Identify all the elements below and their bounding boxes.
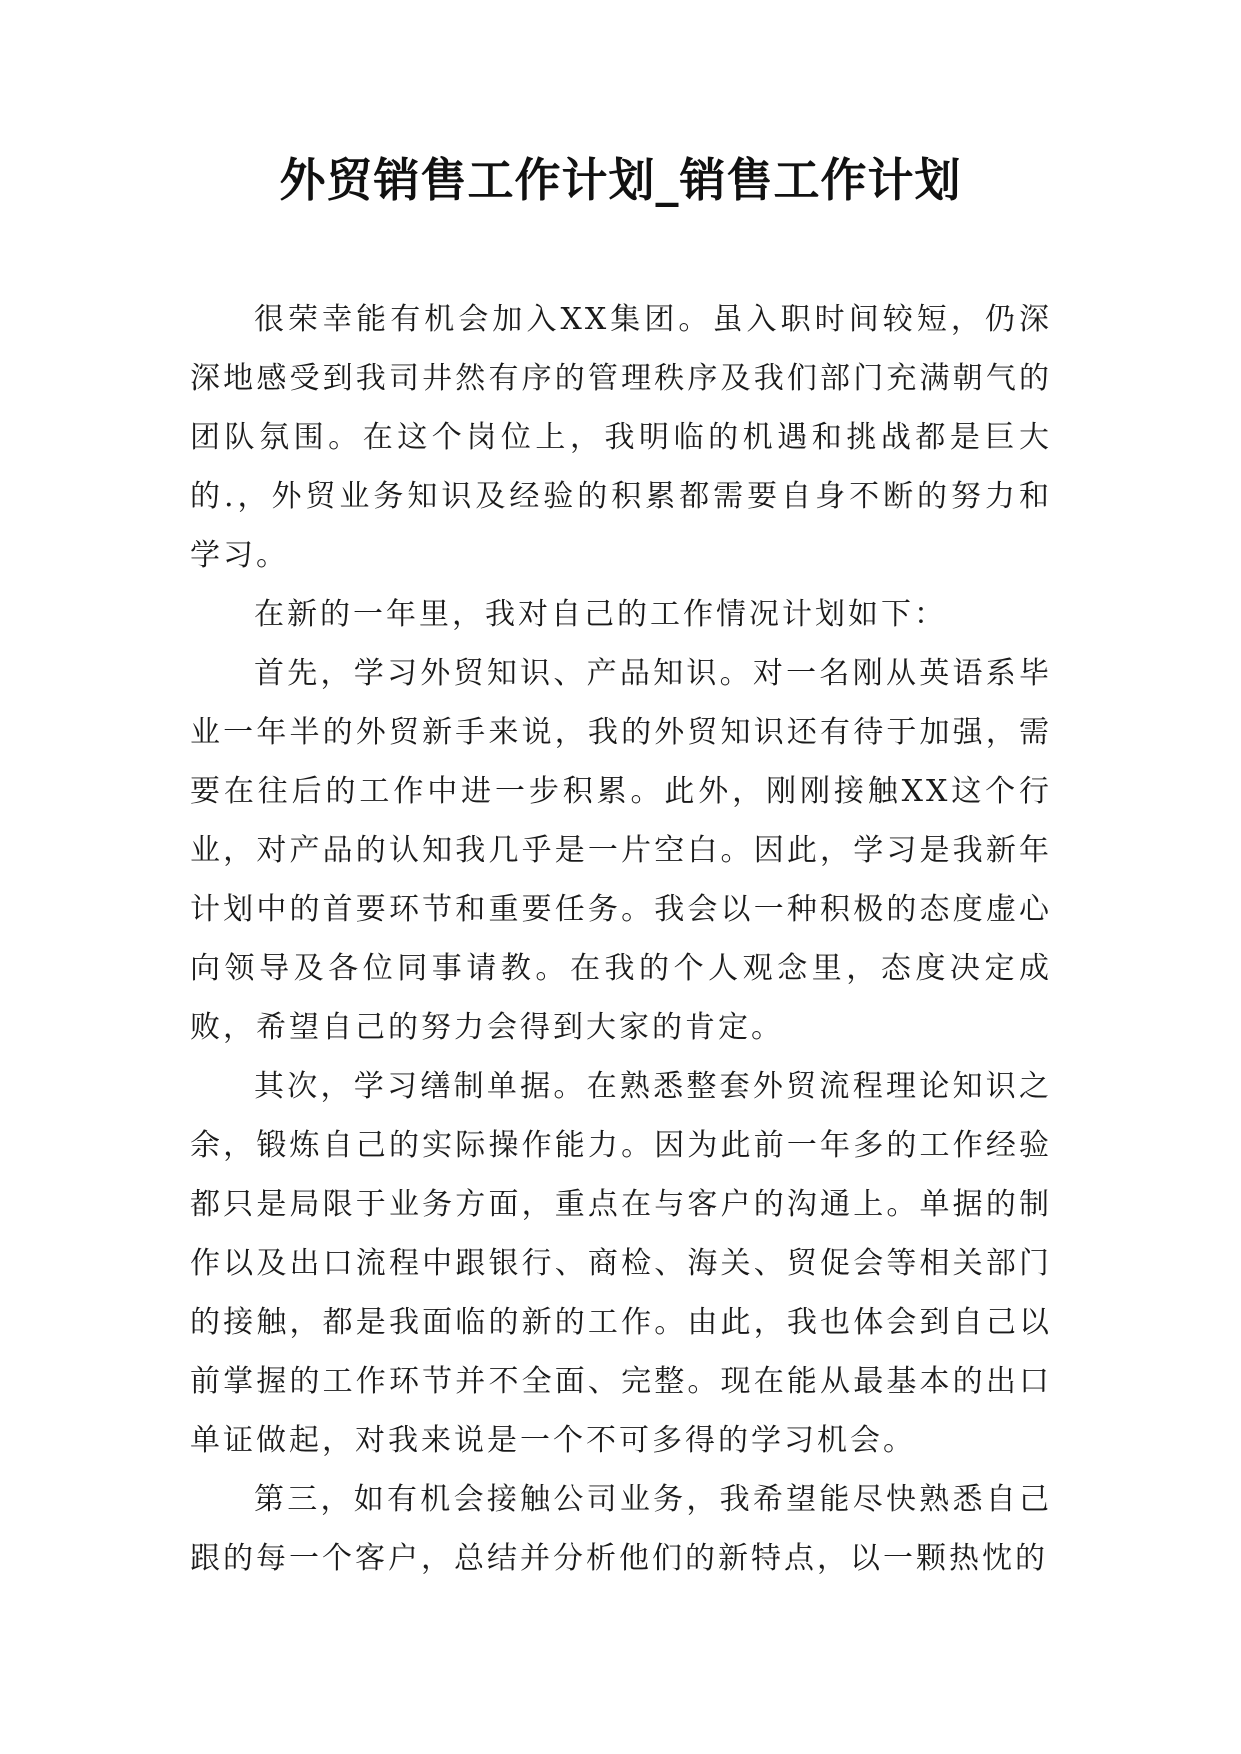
paragraph-intro: 很荣幸能有机会加入XX集团。虽入职时间较短，仍深深地感受到我司井然有序的管理秩序及我们部门充满朝气的团队氛围。在这个岗位上，我明临的机遇和挑战都是巨大的.，外贸业务知识及经验的积累都需要自身不断的努力和学习。 bbox=[190, 302, 1052, 573]
document-body bbox=[190, 290, 1052, 1588]
paragraph-second-point: 其次，学习缮制单据。在熟悉整套外贸流程理论知识之余，锻炼自己的实际操作能力。因为此前一年多的工作经验都只是局限于业务方面，重点在与客户的沟通上。单据的制作以及出口流程中跟银行、商检、海关、贸促会等相关部门的接触，都是我面临的新的工作。由此，我也体会到自己以前掌握的工作环节并不全面、完整。现在能从最基本的出口单证做起，对我来说是一个不可多得的学习机会。 bbox=[190, 1069, 1052, 1458]
document-title: 外贸销售工作计划_销售工作计划 bbox=[279, 153, 962, 207]
paragraph-first-point: 首先，学习外贸知识、产品知识。对一名刚从英语系毕业一年半的外贸新手来说，我的外贸知识还有待于加强，需要在往后的工作中进一步积累。此外，刚刚接触XX这个行业，对产品的认知我几乎是一片空白。因此，学习是我新年计划中的首要环节和重要任务。我会以一种积极的态度虚心向领导及各位同事请教。在我的个人观念里，态度决定成败，希望自己的努力会得到大家的肯定。 bbox=[190, 656, 1052, 1045]
paragraph-plan-lead: 在新的一年里，我对自己的工作情况计划如下： bbox=[254, 597, 947, 632]
paragraph-third-point: 第三，如有机会接触公司业务，我希望能尽快熟悉自己跟的每一个客户，总结并分析他们的新特点，以一颗热忱的 bbox=[190, 1482, 1052, 1576]
